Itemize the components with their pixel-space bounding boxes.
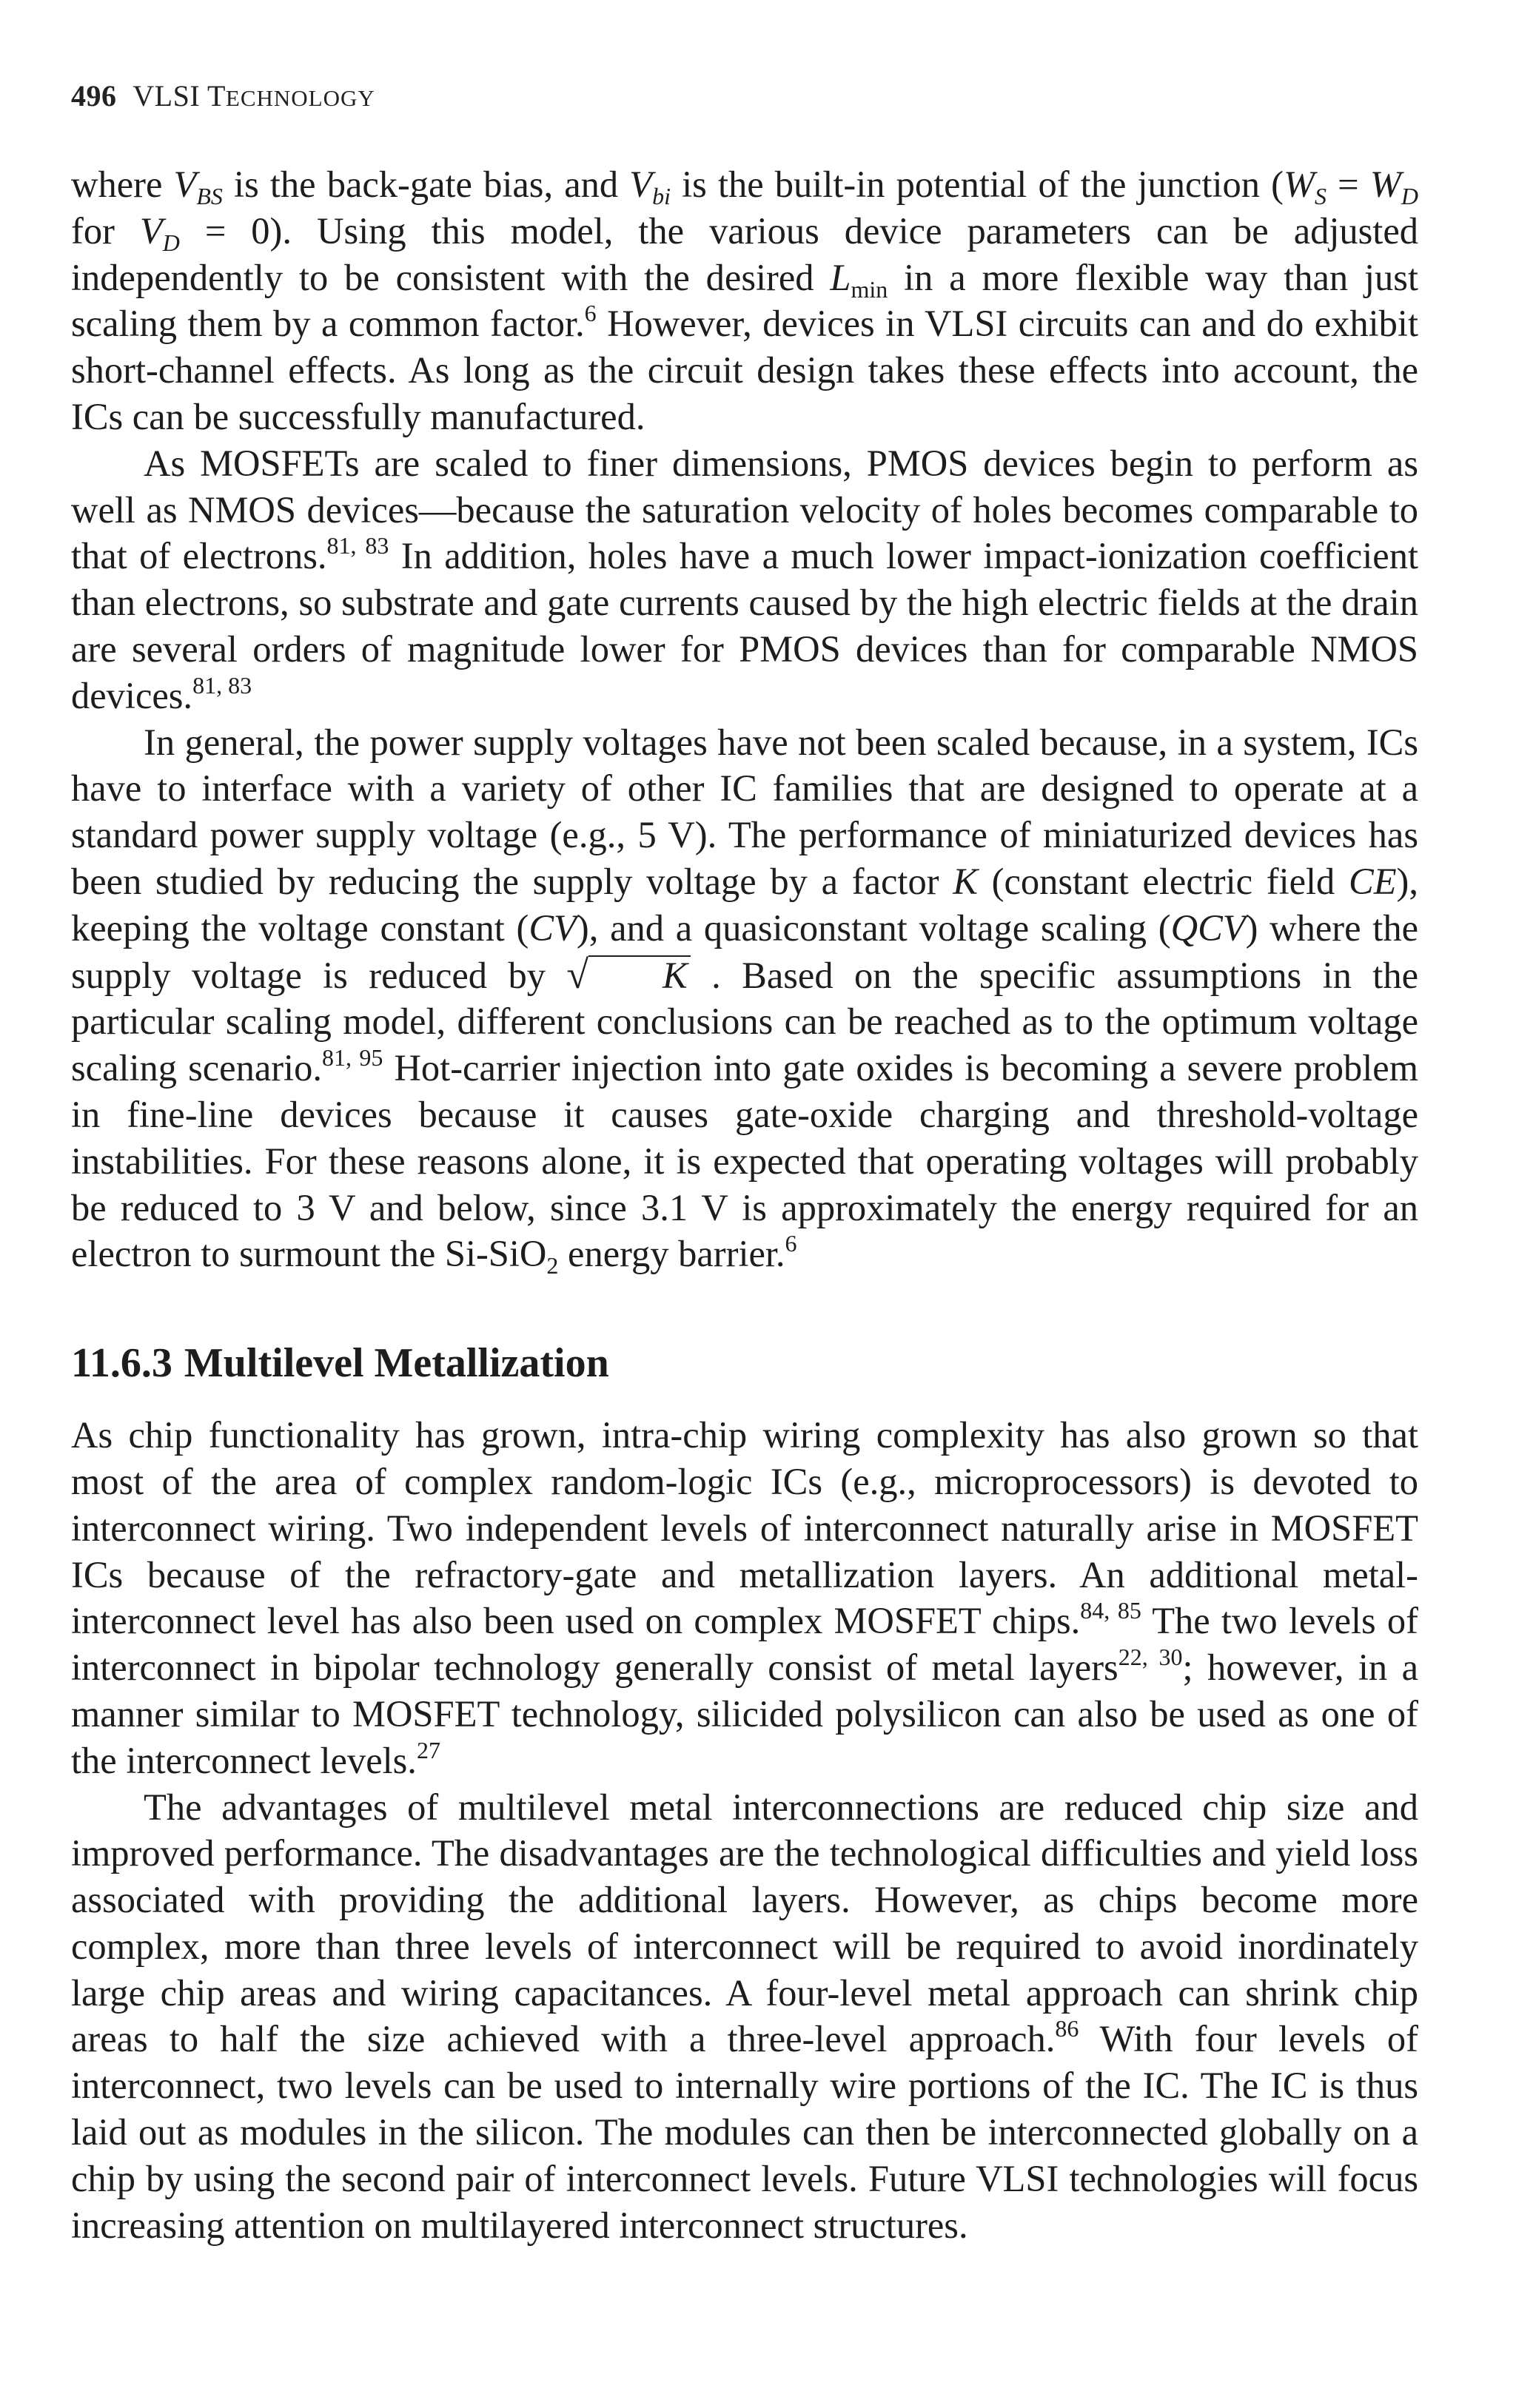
running-head	[71, 78, 375, 113]
paragraph-multilevel-intro: As chip functionality has grown, intra-chip wiring complexity has also grown so that most of the area of complex random-logic ICs (e.g., microprocessors) is devoted to interconnect wiring. Two independent levels of interconnect naturally arise in MOSFET ICs because of the refractory-gate and metallization layers. An additional metal-interconnect level has also been used on complex MOSFET chips.$^{84, 85}$ The two levels of interconnect in bipolar technology generally consist of metal layers$^{22, 30}$; however, in a manner similar to MOSFET technology, silicided polysilicon can also be used as one of the interconnect levels.$^{27}$	[71, 1414, 1419, 1781]
paragraph-continued: where $V_{BS}$ is the back-gate bias, and $V_{bi}$ is the built-in potential of the junction ($W_S = W_D$ for $V_D = 0$). Using this model, the various device parameters can be adjusted independently to be consistent with the desired $L_{min}$ in a more flexible way than just scaling them by a common factor.$^6$ However, devices in VLSI circuits can and do exhibit short-channel effects. As long as the circuit design takes these effects into account, the ICs can be successfully manufactured.	[71, 164, 1418, 437]
section-title: Multilevel Metallization	[184, 1340, 609, 1387]
citation: 81, 83	[192, 671, 252, 699]
citation: 81, 83	[326, 532, 389, 559]
sqrt-symbol: √	[566, 952, 589, 997]
section-number: 11.6.3	[71, 1340, 172, 1387]
paragraph-supply-voltage: In general, the power supply voltages have not been scaled because, in a system, ICs have to interface with a variety of other IC families that are designed to operate at a standard power supply voltage (e.g., 5 V). The performance of miniaturized devices has been studied by reducing the supply voltage by a factor K (constant electric field CE), keeping the voltage constant (CV), and a quasiconstant voltage scaling (QCV) where the supply voltage is reduced by √ K . Based on the specific assumptions in the particular scaling model, different conclusions can be reached as to the optimum voltage scaling scenario.$^{81, 95}$ Hot-carrier injection into gate oxides is becoming a severe problem in fine-line devices because it causes gate-oxide charging and threshold-voltage instabilities. For these reasons alone, it is expected that operating voltages will probably be reduced to 3 V and below, since 3.1 V is approximately the energy required for an electron to surmount the Si-SiO$_2$ energy barrier.$^6$	[71, 721, 1418, 1279]
paragraph-pmos-scaling: As MOSFETs are scaled to finer dimensions, PMOS devices begin to perform as well as NMOS devices—because the saturation velocity of holes becomes comparable to that of electrons.$^{81, 83}$ In addition, holes have a much lower impact-ionization coefficient than electrons, so substrate and gate currents caused by the high electric fields at the drain are several orders of magnitude lower for PMOS devices than for comparable NMOS devices.$^{81, 83}$	[71, 442, 1419, 716]
citation: 81, 95	[321, 1044, 383, 1072]
body-text	[71, 161, 1418, 2248]
citation: 6	[584, 300, 597, 327]
section-heading	[71, 1336, 1418, 1390]
citation: 22, 30	[1118, 1644, 1183, 1671]
page-number: 496	[71, 79, 117, 112]
sqrt-radicand: K	[588, 955, 691, 994]
paragraph-advantages: The advantages of multilevel metal interconnections are reduced chip size and improved performance. The disadvantages are the technological difficulties and yield loss associated with providing the additional layers. However, as chips become more complex, more than three levels of interconnect will be required to avoid inordinately large chip areas and wiring capacitances. A four-level metal approach can shrink chip areas to half the size achieved with a three-level approach.$^{86}$ With four levels of interconnect, two levels can be used to internally wire portions of the IC. The IC is thus laid out as modules in the silicon. The modules can then be interconnected globally on a chip by using the second pair of interconnect levels. Future VLSI technologies will focus increasing attention on multilayered interconnect structures.	[71, 1786, 1418, 2246]
citation: 6	[785, 1230, 797, 1257]
citation: 86	[1055, 2015, 1079, 2042]
citation: 84, 85	[1080, 1597, 1141, 1624]
citation: 27	[416, 1736, 440, 1763]
running-head-title: VLSI TECHNOLOGY	[133, 79, 375, 112]
